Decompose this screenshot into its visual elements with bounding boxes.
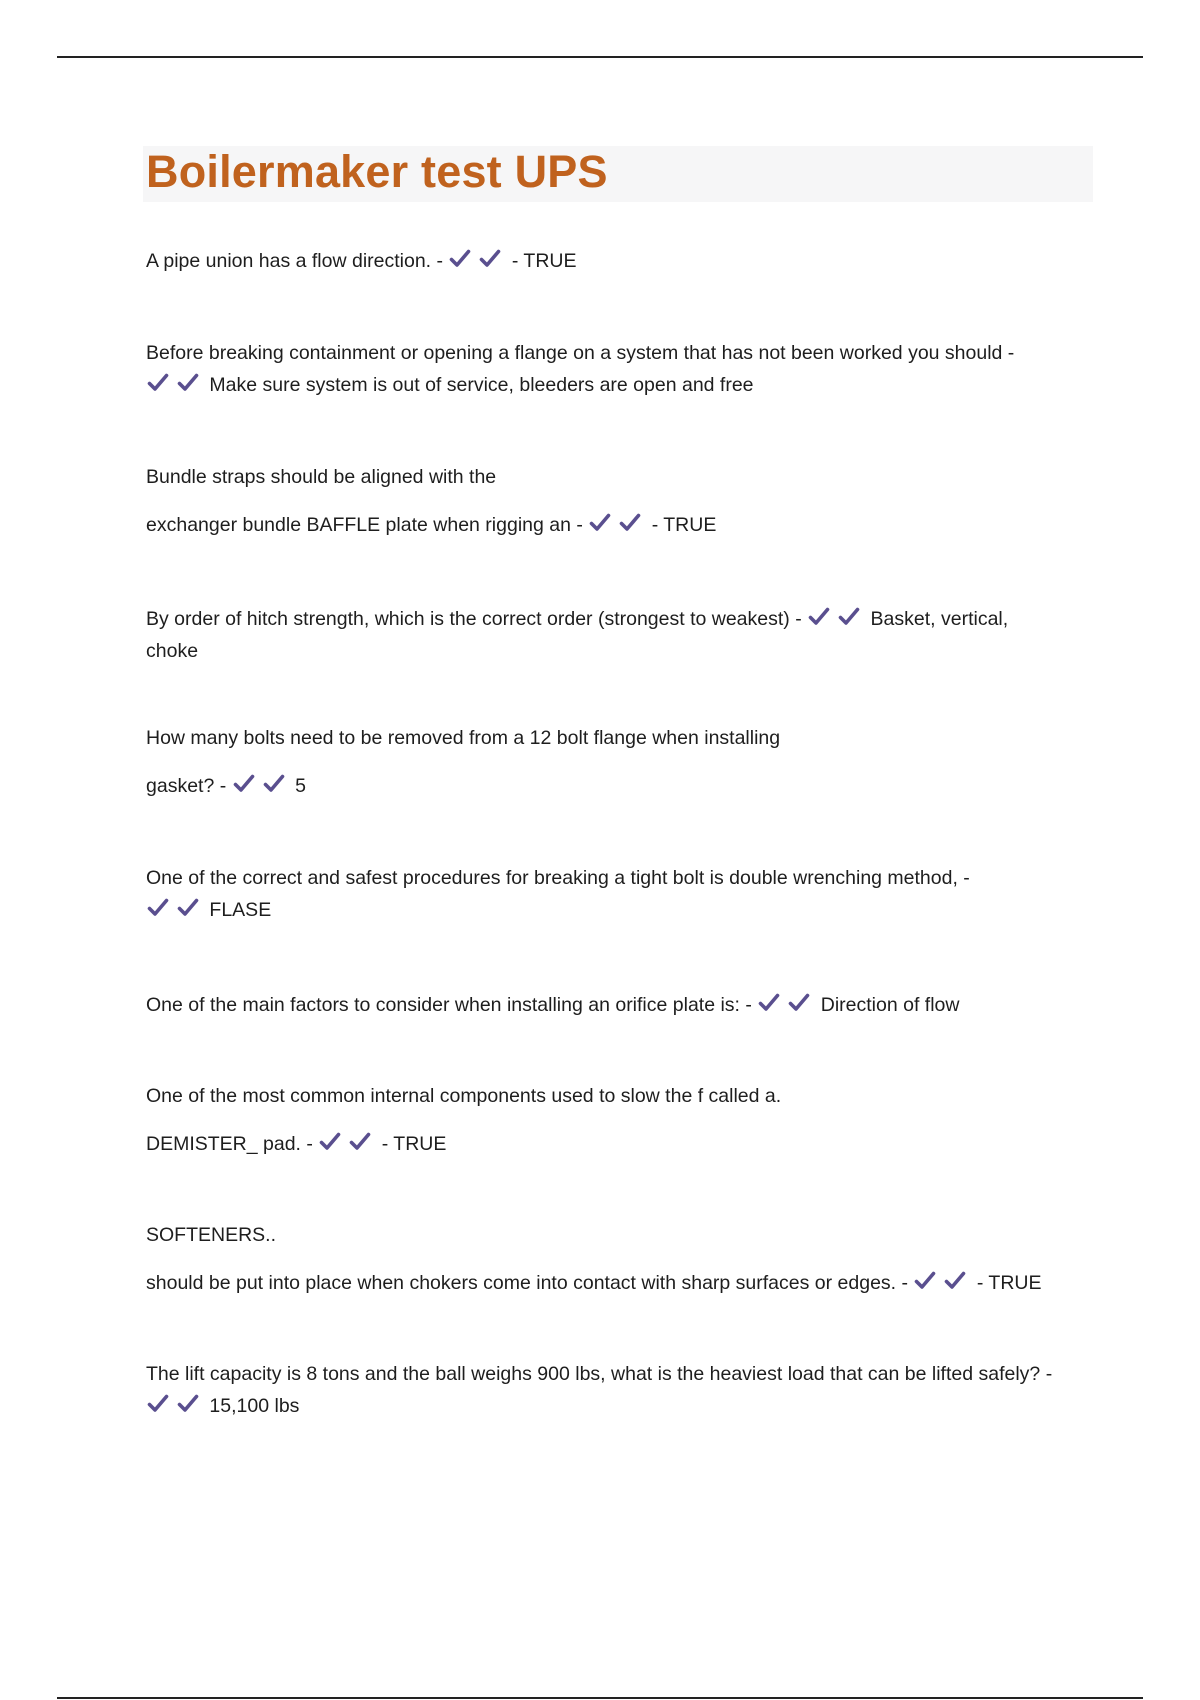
qa-item-9 — [146, 1219, 1086, 1299]
question-text-cont: gasket? - — [146, 775, 227, 797]
answer-text: - TRUE — [651, 514, 717, 536]
checkmark-icon — [478, 247, 502, 271]
double-check-icon — [588, 514, 646, 536]
checkmark-icon — [618, 511, 642, 535]
bottom-rule — [57, 1697, 1143, 1699]
answer-text: - TRUE — [381, 1133, 447, 1155]
question-text: A pipe union has a flow direction. - — [146, 250, 444, 272]
question-text-cont: DEMISTER_ pad. - — [146, 1133, 313, 1155]
double-check-icon — [146, 899, 204, 921]
answer-text: Direction of flow — [820, 994, 960, 1016]
checkmark-icon — [262, 772, 286, 796]
checkmark-icon — [787, 991, 811, 1015]
qa-item-4 — [146, 603, 1086, 667]
double-check-icon — [448, 250, 506, 272]
question-text-cont: exchanger bundle BAFFLE plate when rigging an - — [146, 514, 583, 536]
qa-item-10 — [146, 1358, 1086, 1422]
top-rule — [57, 56, 1143, 58]
checkmark-icon — [943, 1269, 967, 1293]
qa-item-5 — [146, 722, 1086, 802]
checkmark-icon — [588, 511, 612, 535]
question-text: One of the main factors to consider when installing an orifice plate is: - — [146, 994, 752, 1016]
answer-text: 5 — [295, 775, 306, 797]
qa-item-3 — [146, 461, 1086, 541]
checkmark-icon — [176, 1392, 200, 1416]
question-text: SOFTENERS.. — [146, 1224, 277, 1246]
qa-item-2 — [146, 337, 1086, 401]
double-check-icon — [146, 1395, 204, 1417]
question-text: One of the correct and safest procedures for breaking a tight bolt is double wrenching method, - — [146, 867, 970, 889]
double-check-icon — [146, 374, 204, 396]
answer-text: Basket, vertical, — [870, 608, 1009, 630]
question-text: One of the most common internal components used to slow the f called a. — [146, 1085, 782, 1107]
checkmark-icon — [913, 1269, 937, 1293]
checkmark-icon — [318, 1130, 342, 1154]
answer-text: 15,100 lbs — [209, 1395, 300, 1417]
double-check-icon — [913, 1272, 971, 1294]
double-check-icon — [232, 775, 290, 797]
checkmark-icon — [448, 247, 472, 271]
checkmark-icon — [176, 896, 200, 920]
question-text: How many bolts need to be removed from a 12 bolt flange when installing — [146, 727, 781, 749]
double-check-icon — [318, 1133, 376, 1155]
answer-text-cont: choke — [146, 640, 199, 662]
qa-item-7 — [146, 989, 1086, 1021]
answer-text: Make sure system is out of service, bleeders are open and free — [209, 374, 754, 396]
answer-text: FLASE — [209, 899, 272, 921]
double-check-icon — [807, 608, 865, 630]
checkmark-icon — [807, 605, 831, 629]
answer-text: - TRUE — [511, 250, 577, 272]
question-text: Bundle straps should be aligned with the — [146, 466, 497, 488]
answer-text: - TRUE — [976, 1272, 1042, 1294]
checkmark-icon — [146, 1392, 170, 1416]
question-text-cont: should be put into place when chokers come into contact with sharp surfaces or edges. - — [146, 1272, 909, 1294]
checkmark-icon — [757, 991, 781, 1015]
checkmark-icon — [176, 371, 200, 395]
qa-item-8 — [146, 1080, 1086, 1160]
checkmark-icon — [837, 605, 861, 629]
qa-item-6 — [146, 862, 1086, 926]
checkmark-icon — [146, 371, 170, 395]
page-title: Boilermaker test UPS — [146, 146, 608, 197]
question-text: Before breaking containment or opening a flange on a system that has not been worked you should - — [146, 342, 1015, 364]
double-check-icon — [757, 994, 815, 1016]
question-text: The lift capacity is 8 tons and the ball weighs 900 lbs, what is the heaviest load that can be lifted safely? - — [146, 1363, 1053, 1385]
qa-item-1 — [146, 245, 1086, 277]
checkmark-icon — [146, 896, 170, 920]
checkmark-icon — [348, 1130, 372, 1154]
question-text: By order of hitch strength, which is the correct order (strongest to weakest) - — [146, 608, 802, 630]
checkmark-icon — [232, 772, 256, 796]
